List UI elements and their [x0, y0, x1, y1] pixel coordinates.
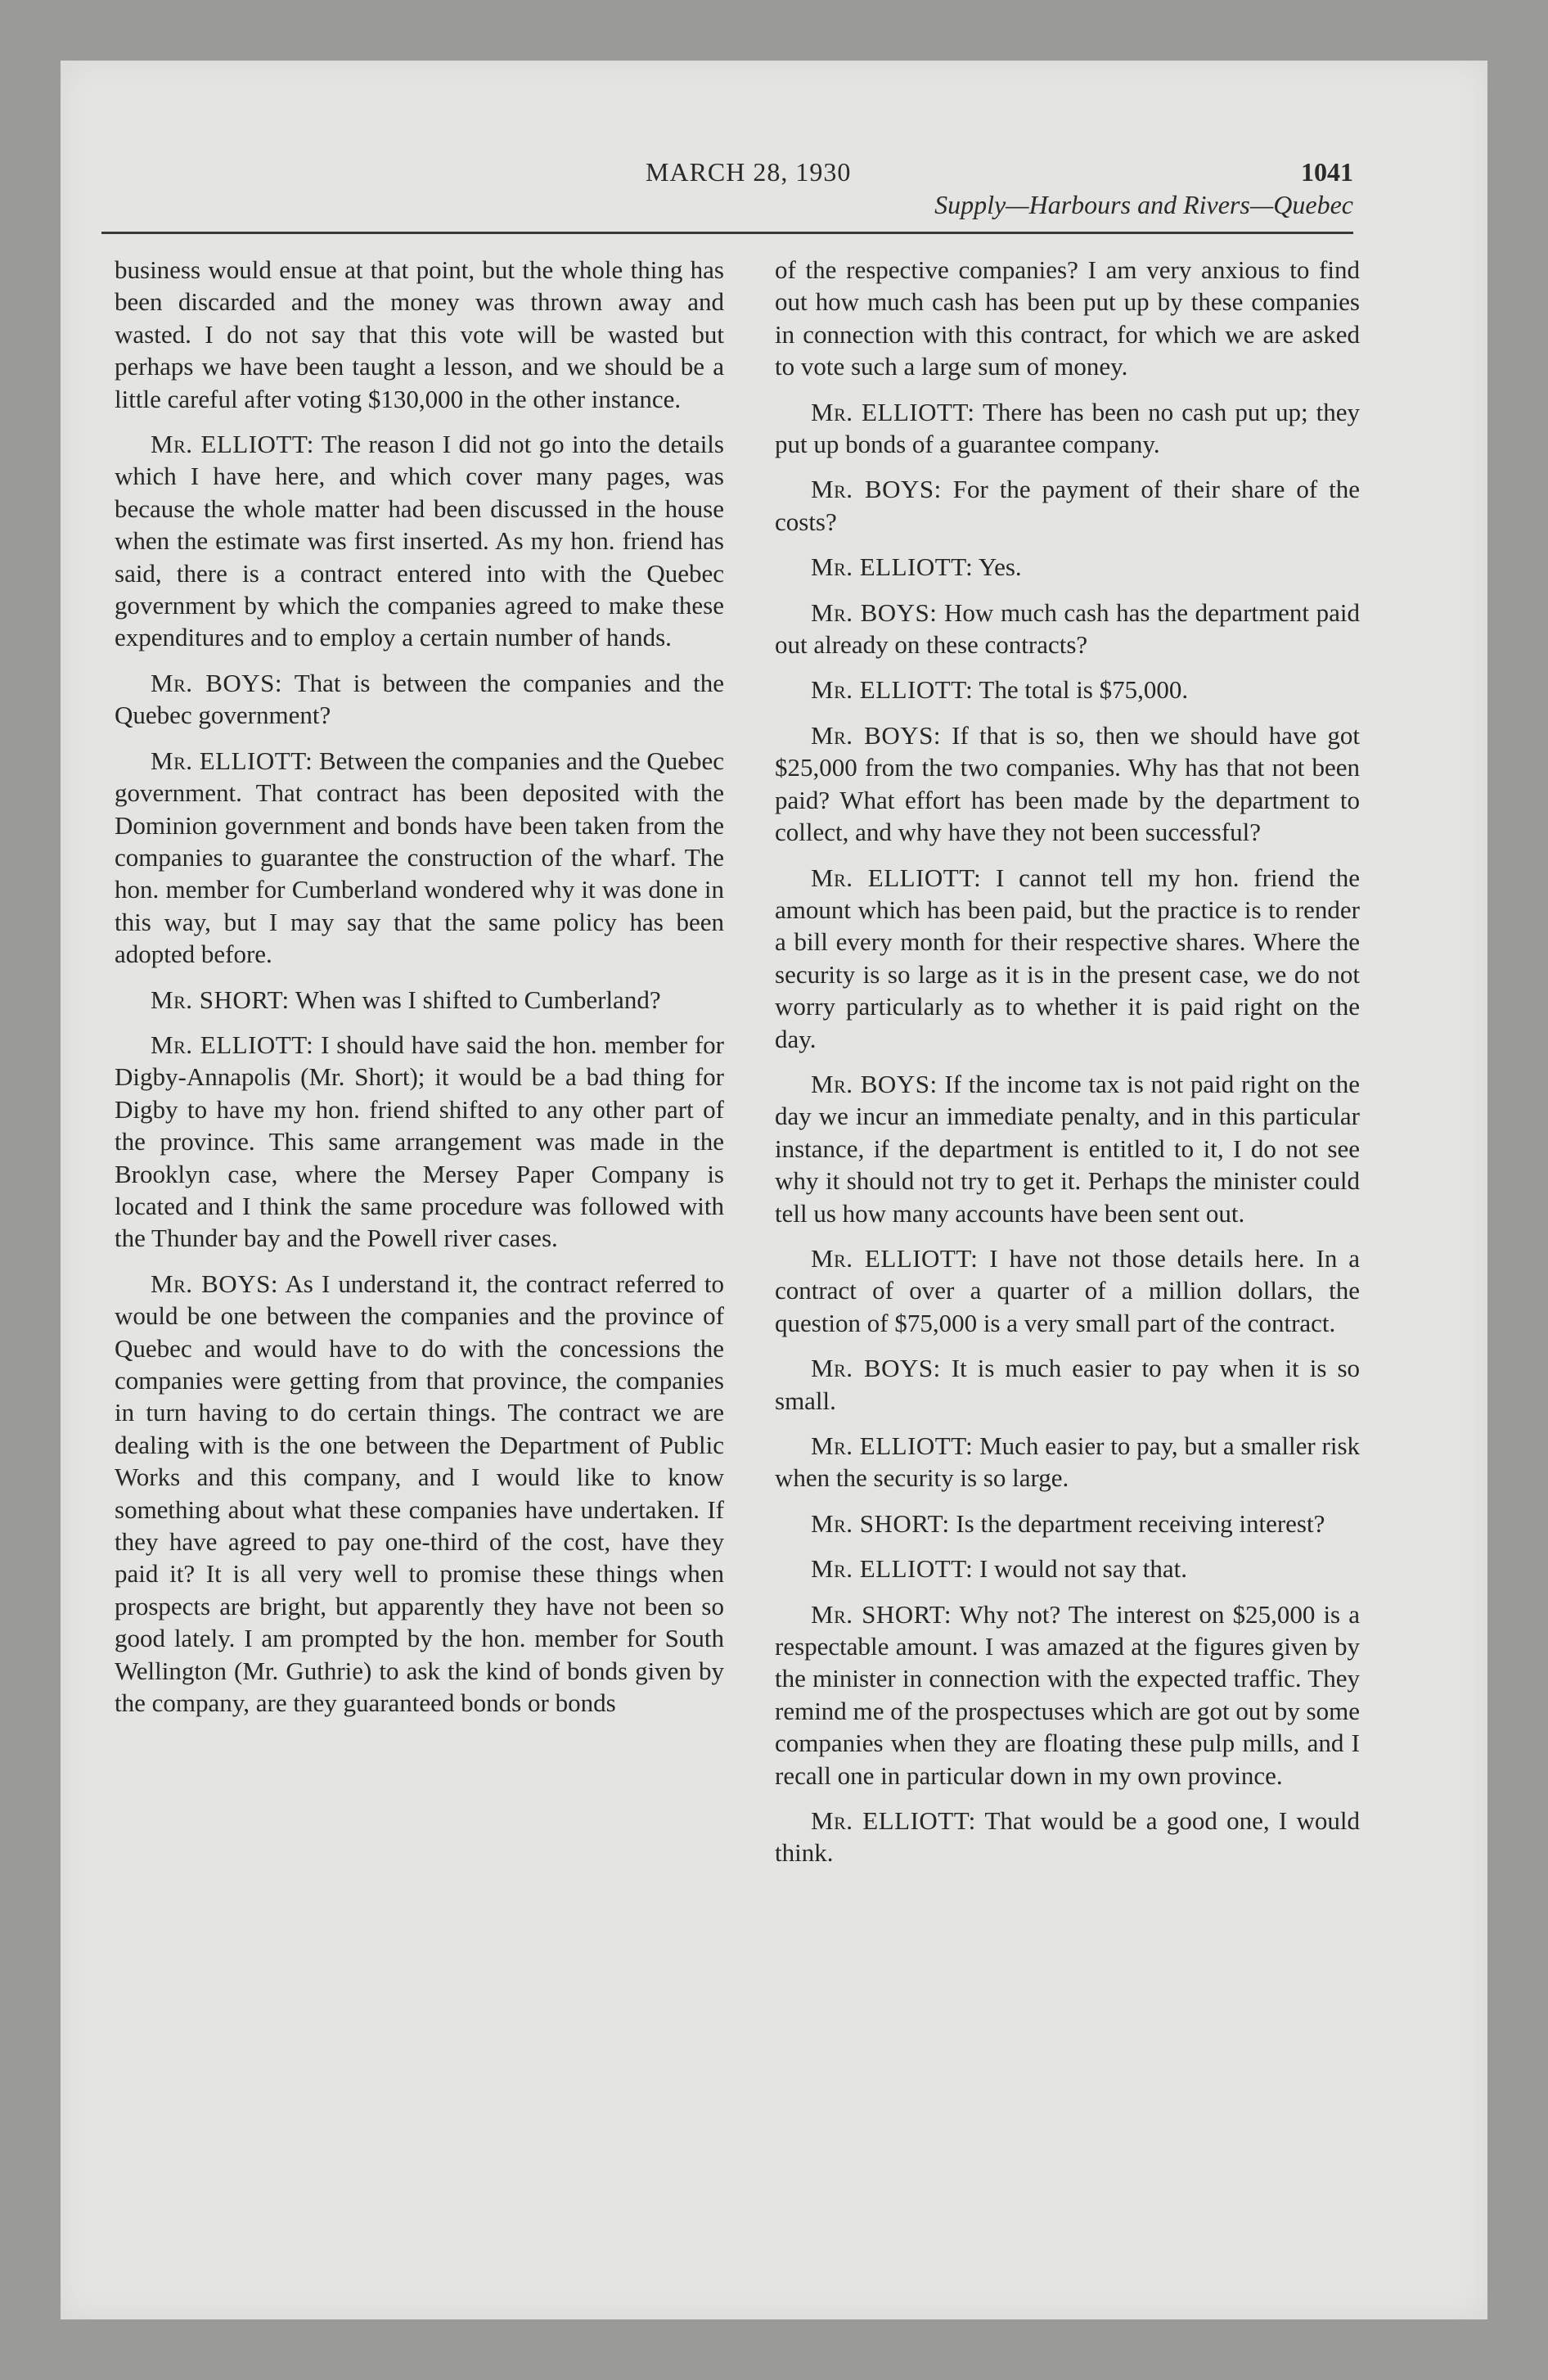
paragraph-text: Yes. — [978, 552, 1022, 582]
speaker-name: Mr. BOYS: — [811, 1069, 938, 1098]
paragraph — [775, 396, 1360, 461]
speaker-name: Mr. SHORT: — [811, 1599, 952, 1629]
paragraph-text: The total is $75,000. — [979, 675, 1189, 705]
paragraph-text: business would ensue at that point, but the whole thing has been discarded and the money was thrown away and wasted. I do not say that this vote will be wasted but perhaps we have been taught a lesson, and we should be a little careful after voting $130,000 in the other instance. — [115, 255, 724, 413]
header-date: MARCH 28, 1930 — [646, 157, 852, 187]
paragraph — [115, 984, 724, 1016]
paragraph — [115, 1268, 724, 1720]
paragraph — [775, 597, 1360, 661]
paragraph — [115, 745, 724, 971]
speaker-name: Mr. ELLIOTT: — [811, 675, 974, 705]
paragraph-text: How much cash has the department paid out already on these contracts? — [775, 597, 1360, 660]
speaker-name: Mr. ELLIOTT: — [811, 1431, 974, 1460]
paragraph — [115, 667, 724, 732]
paragraph-text: For the payment of their share of the costs? — [775, 475, 1361, 536]
paragraph-text: Is the department receiving interest? — [956, 1508, 1325, 1538]
paragraph — [115, 1029, 724, 1255]
paragraph — [115, 254, 724, 415]
left-column — [115, 254, 724, 1732]
paragraph-text: If that is so, then we should have got $25,000 from the two companies. Why has that not been paid? What effort has been made by the department to collect, and why have they not been successful? — [775, 720, 1361, 847]
paragraph — [775, 674, 1360, 705]
speaker-name: Mr. BOYS: — [811, 1354, 941, 1383]
speaker-name: Mr. ELLIOTT: — [811, 397, 975, 426]
paragraph — [775, 473, 1360, 538]
paragraph — [775, 1553, 1360, 1584]
speaker-name: Mr. ELLIOTT: — [811, 552, 974, 582]
paragraph — [775, 1598, 1360, 1792]
paragraph-text: If the income tax is not paid right on the day we incur an immediate penalty, and in this particular instance, if the department is entitled to it, I do not see why it should not try to get it. Perhaps the minister could tell us how many accounts have been sent out. — [775, 1069, 1361, 1228]
paragraph — [775, 719, 1360, 849]
speaker-name: Mr. BOYS: — [151, 1269, 278, 1298]
speaker-name: Mr. BOYS: — [151, 668, 283, 697]
speaker-name: Mr. ELLIOTT: — [151, 430, 314, 459]
speaker-name: Mr. ELLIOTT: — [811, 1554, 974, 1584]
paragraph-text: of the respective companies? I am very anxious to find out how much cash has been put up by these companies in connection with this contract, for which we are asked to vote such a large sum of money. — [775, 255, 1360, 381]
page-header — [101, 157, 1353, 234]
paragraph-text: It is much easier to pay when it is so small. — [775, 1354, 1361, 1415]
paragraph-text: I would not say that. — [979, 1554, 1187, 1584]
paragraph-text: As I understand it, the contract referred to would be one between the companies and the province of Quebec and would have to do with the concessions the companies were getting from that province, the companies in turn having to do certain things. The contract we are dealing with is the one between the Department of Public Works and this company, and I would like to know something about what these companies have undertaken. If they have agreed to pay one-third of the cost, have they paid it? It is all very well to promise these things when prospects are bright, but apparently they have not been so good lately. I am prompted by the hon. member for South Wellington (Mr. Guthrie) to ask the kind of bonds given by the company, are they guaranteed bonds or bonds — [115, 1269, 724, 1718]
header-subtitle: Supply—Harbours and Rivers—Quebec — [934, 190, 1353, 219]
paragraph-text: I cannot tell my hon. friend the amount which has been paid, but the practice is to render a bill every month for their respective shares. Where the security is so large as it is in the present case, we do not worry particularly as to whether it is paid right on the day. — [775, 863, 1360, 1053]
right-column — [775, 254, 1360, 1882]
paragraph-text: That would be a good one, I would think. — [775, 1806, 1360, 1868]
paragraph — [775, 1352, 1360, 1417]
paragraph — [775, 1430, 1360, 1494]
paragraph-text: That is between the companies and the Quebec government? — [115, 668, 724, 730]
paragraph — [775, 1068, 1360, 1229]
speaker-name: Mr. SHORT: — [811, 1508, 950, 1538]
speaker-name: Mr. ELLIOTT: — [811, 1806, 976, 1836]
paragraph-text: The reason I did not go into the details which I have here, and which cover many pages, was because the whole matter had been discussed in the house when the estimate was first inserted. As my hon. friend has said, there is a contract entered into with the Quebec government by which the companies agreed to make these expenditures and to employ a certain number of hands. — [115, 430, 724, 652]
paragraph-text: I should have said the hon. member for Digby-Annapolis (Mr. Short); it would be a bad thing for Digby to have my hon. friend shifted to any other part of the province. This same arrangement was made in the Brooklyn case, where the Mersey Paper Company is located and I think the same procedure was followed with the Thunder bay and the Powell river cases. — [115, 1030, 725, 1253]
paragraph-text: Why not? The interest on $25,000 is a respectable amount. I was amazed at the figures given by the minister in connection with the expected traffic. They remind me of the prospectuses which are got out by some companies when they are floating these pulp mills, and I recall one in particular down in my own province. — [775, 1599, 1360, 1790]
speaker-name: Mr. BOYS: — [811, 720, 941, 750]
paragraph — [775, 254, 1360, 383]
paragraph-text: Between the companies and the Quebec government. That contract has been deposited with the Dominion government and bonds have been taken from the companies to guarantee the construction of the wharf. The hon. member for Cumberland wondered why it was done in this way, but I may say that the same policy has been adopted before. — [115, 746, 724, 969]
speaker-name: Mr. ELLIOTT: — [151, 1030, 314, 1059]
paragraph — [775, 862, 1360, 1055]
speaker-name: Mr. SHORT: — [151, 985, 290, 1014]
paragraph — [775, 1508, 1360, 1539]
paragraph-text: When was I shifted to Cumberland? — [295, 985, 661, 1014]
header-rule — [101, 232, 1353, 234]
speaker-name: Mr. ELLIOTT: — [811, 863, 982, 892]
paragraph — [775, 551, 1360, 583]
speaker-name: Mr. BOYS: — [811, 475, 942, 504]
paragraph-text: I have not those details here. In a contract of over a quarter of a million dollars, the question of $75,000 is a very small part of the contract. — [775, 1243, 1360, 1337]
paragraph-text: Much easier to pay, but a smaller risk when the security is so large. — [775, 1431, 1361, 1493]
paragraph — [775, 1242, 1360, 1339]
paragraph — [775, 1805, 1360, 1869]
paragraph — [115, 428, 724, 654]
speaker-name: Mr. ELLIOTT: — [811, 1243, 979, 1273]
speaker-name: Mr. BOYS: — [811, 597, 938, 627]
page-number: 1041 — [1301, 157, 1353, 187]
paragraph-text: There has been no cash put up; they put up bonds of a guarantee company. — [775, 397, 1360, 459]
speaker-name: Mr. ELLIOTT: — [151, 746, 313, 775]
